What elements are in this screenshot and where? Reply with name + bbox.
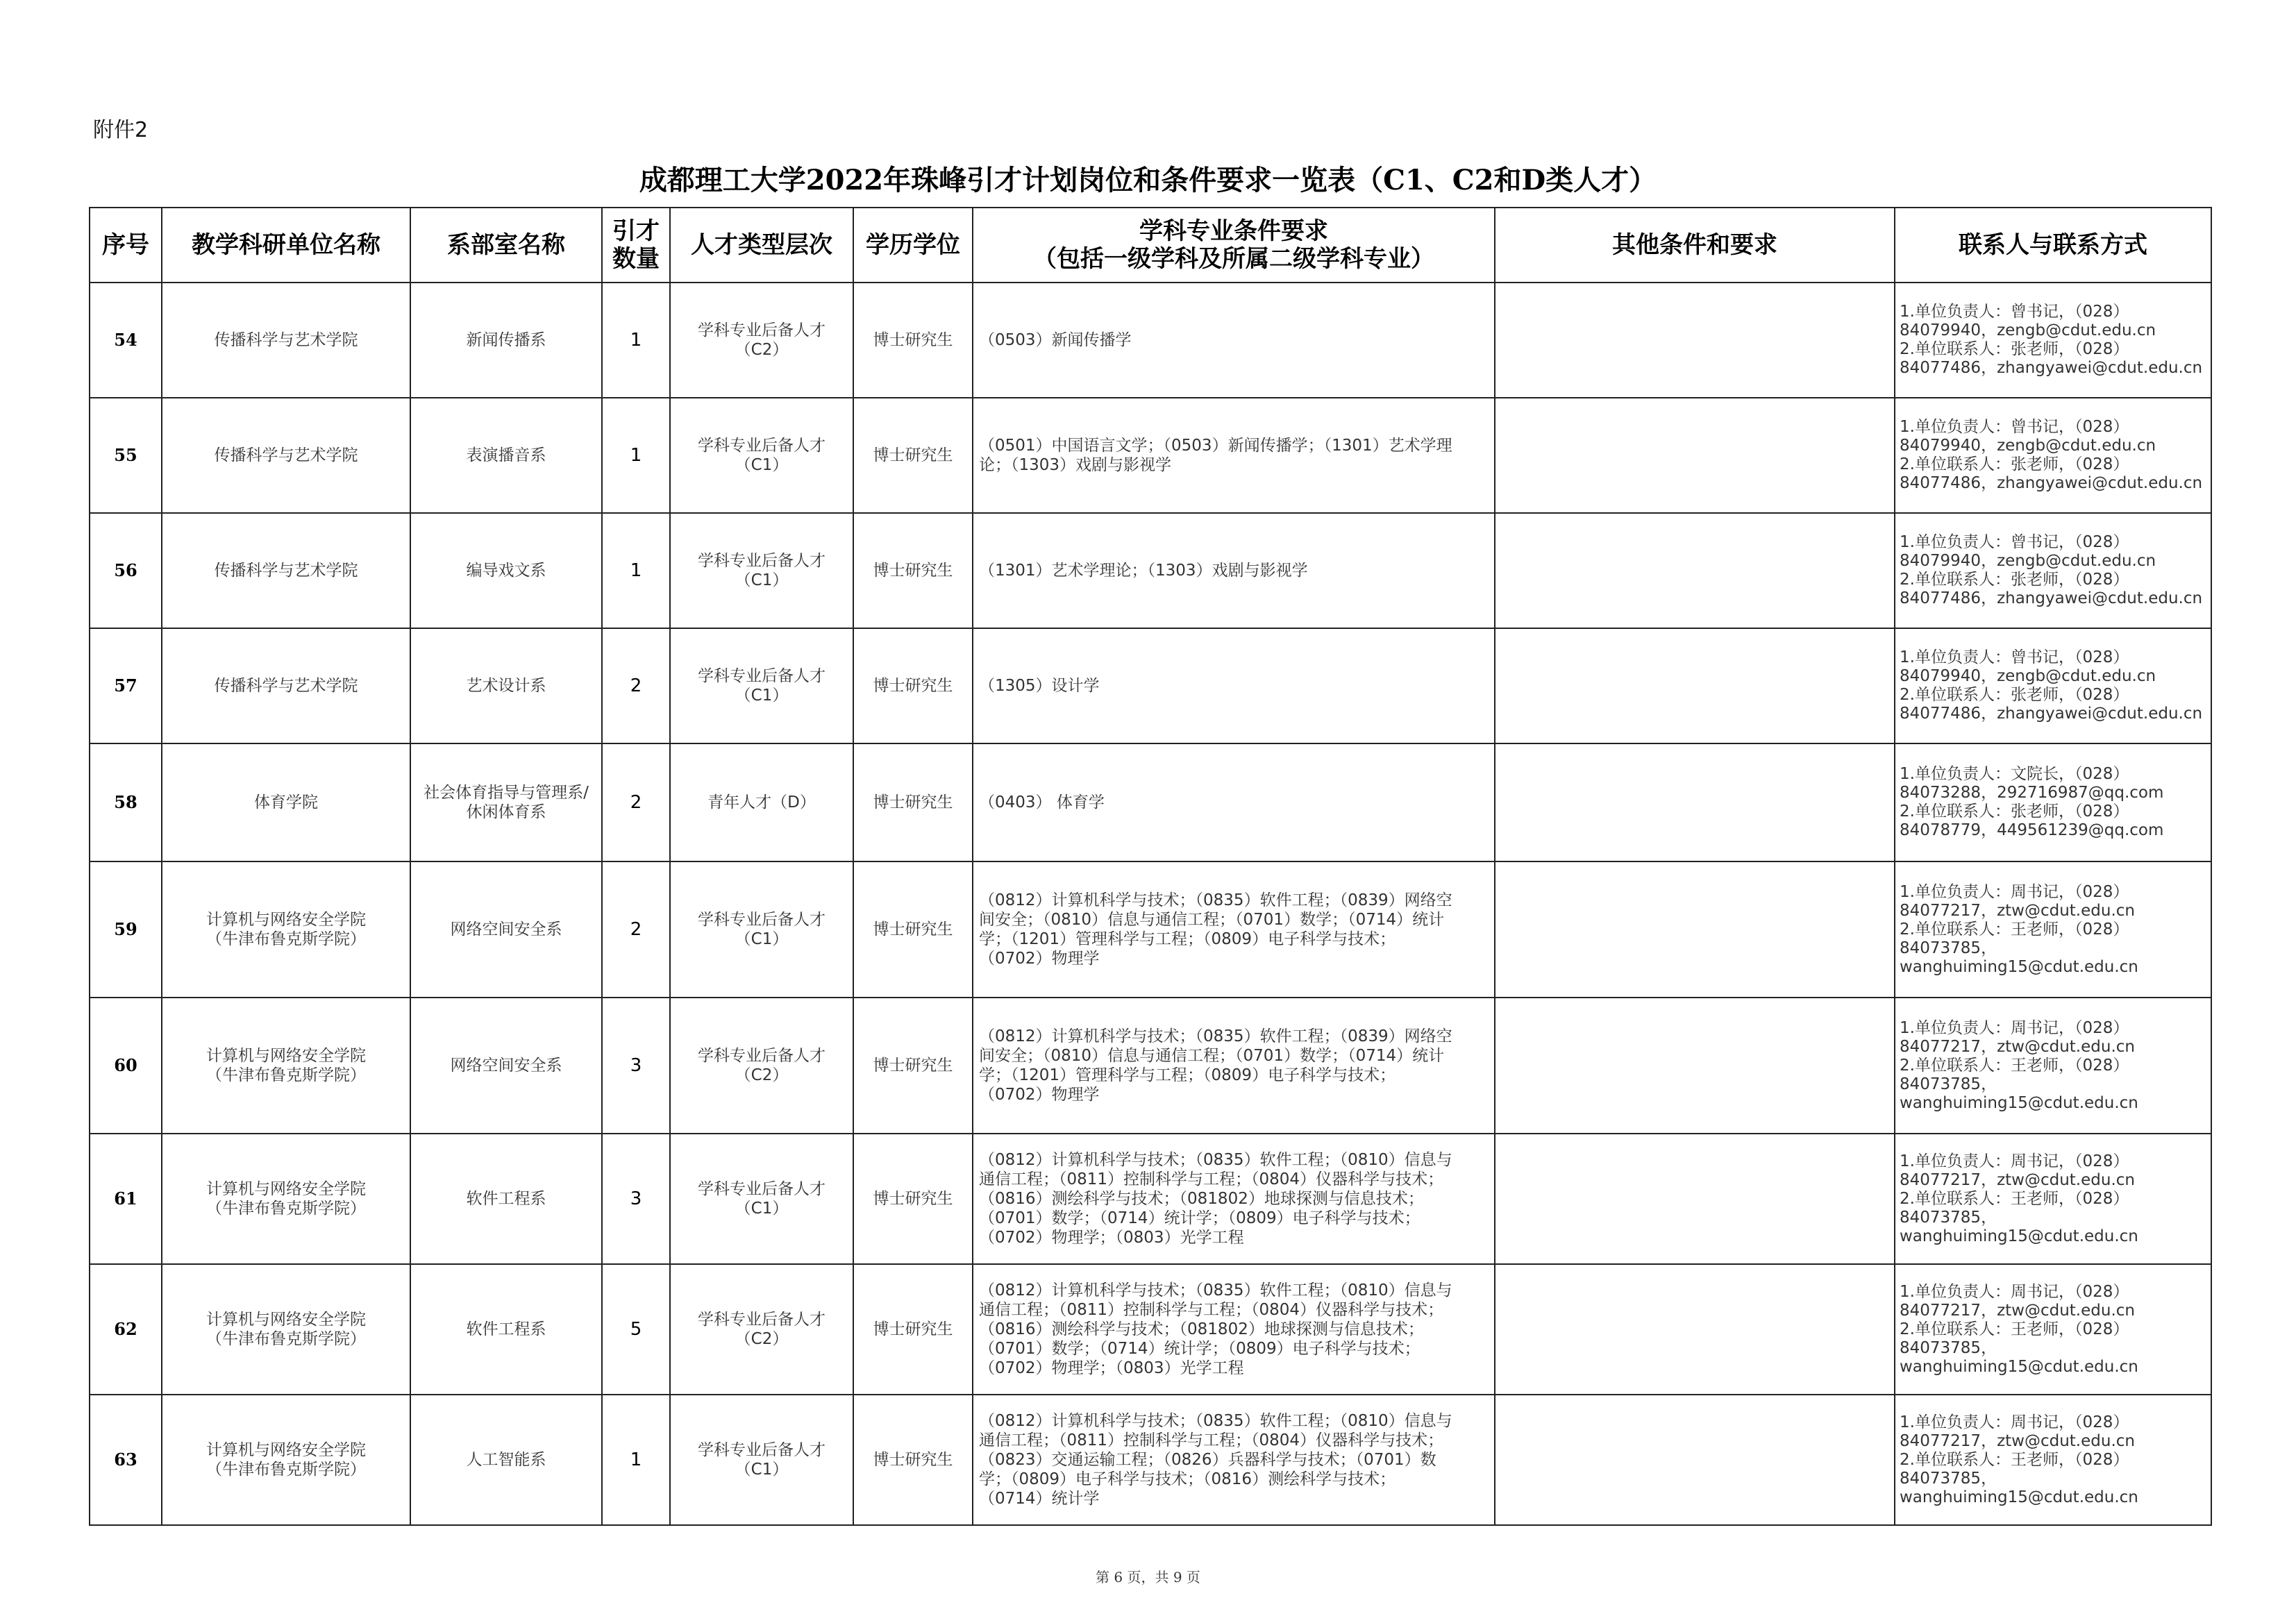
cell-unit xyxy=(162,283,410,398)
header-degree: 学历学位 xyxy=(853,208,973,283)
cell-contact-line: 84077217，ztw@cdut.edu.cn xyxy=(1900,1301,2135,1320)
cell-type-line: 学科专业后备人才 xyxy=(698,1311,826,1329)
cell-dept xyxy=(410,861,602,998)
cell-contact-line: 84079940，zengb@cdut.edu.cn xyxy=(1900,437,2156,455)
cell-degree: 博士研究生 xyxy=(853,1395,973,1525)
cell-contact-line: 2.单位联系人：张老师，（028） xyxy=(1900,340,2129,358)
cell-type-line: 学科专业后备人才 xyxy=(698,1441,826,1459)
cell-seq: 54 xyxy=(90,283,162,398)
cell-dept-line: 休闲体育系 xyxy=(466,803,546,821)
cell-major-line: （0702）物理学；（0803）光学工程 xyxy=(979,1229,1244,1247)
cell-major xyxy=(973,743,1495,861)
cell-count: 1 xyxy=(602,1395,670,1525)
table-row xyxy=(90,998,2211,1134)
cell-major-line: 论；（1303）戏剧与影视学 xyxy=(979,456,1172,474)
table-row xyxy=(90,1264,2211,1395)
attachment-label: 附件2 xyxy=(93,118,149,142)
cell-dept xyxy=(410,283,602,398)
cell-type xyxy=(670,1395,853,1525)
cell-dept xyxy=(410,628,602,743)
cell-other xyxy=(1495,1134,1895,1264)
cell-seq: 55 xyxy=(90,398,162,513)
page-title: 成都理工大学2022年珠峰引才计划岗位和条件要求一览表（C1、C2和D类人才） xyxy=(639,164,1657,196)
cell-type xyxy=(670,1134,853,1264)
table-row xyxy=(90,861,2211,998)
header-major xyxy=(973,208,1495,283)
cell-type-line: （C2） xyxy=(735,1066,789,1084)
cell-unit-line: 计算机与网络安全学院 xyxy=(206,1180,366,1198)
positions-table xyxy=(89,207,2212,1526)
cell-contact-line: 2.单位联系人：王老师，（028） xyxy=(1900,920,2129,939)
cell-contact xyxy=(1895,1134,2211,1264)
cell-type-line: 学科专业后备人才 xyxy=(698,1047,826,1065)
cell-contact-line: 84078779，449561239@qq.com xyxy=(1900,821,2164,839)
cell-contact-line: 1.单位负责人：周书记，（028） xyxy=(1900,882,2129,901)
cell-major-line: （0816）测绘科学与技术；（081802）地球探测与信息技术； xyxy=(979,1320,1424,1338)
cell-type-line: 青年人才（D） xyxy=(707,793,816,812)
cell-contact xyxy=(1895,998,2211,1134)
cell-major xyxy=(973,1395,1495,1525)
cell-type-line: 学科专业后备人才 xyxy=(698,1180,826,1198)
cell-other xyxy=(1495,283,1895,398)
cell-dept-line: 人工智能系 xyxy=(466,1451,546,1469)
cell-type-line: 学科专业后备人才 xyxy=(698,667,826,685)
cell-count: 1 xyxy=(602,513,670,628)
cell-contact-line: 2.单位联系人：张老师，（028） xyxy=(1900,571,2129,589)
cell-major xyxy=(973,513,1495,628)
header-major-line2: （包括一级学科及所属二级学科专业） xyxy=(1033,245,1434,273)
cell-type-line: （C1） xyxy=(735,1461,789,1479)
header-contact: 联系人与联系方式 xyxy=(1895,208,2211,283)
cell-type xyxy=(670,861,853,998)
cell-contact-line: 84079940，zengb@cdut.edu.cn xyxy=(1900,321,2156,339)
cell-contact-line: 2.单位联系人：王老师，（028） xyxy=(1900,1189,2129,1208)
cell-other xyxy=(1495,998,1895,1134)
cell-dept xyxy=(410,1134,602,1264)
cell-contact-line: 1.单位负责人：周书记，（028） xyxy=(1900,1018,2129,1037)
cell-contact-line: 84073785，wanghuiming15@cdut.edu.cn xyxy=(1900,939,2138,976)
table-row xyxy=(90,283,2211,398)
cell-major-line: 间安全；（0810）信息与通信工程；（0701）数学；（0714）统计 xyxy=(979,1047,1445,1065)
header-unit: 教学科研单位名称 xyxy=(162,208,410,283)
cell-contact-line: 84079940，zengb@cdut.edu.cn xyxy=(1900,552,2156,570)
cell-dept-line: 艺术设计系 xyxy=(466,677,546,695)
cell-unit xyxy=(162,861,410,998)
cell-contact-line: 84077486，zhangyawei@cdut.edu.cn xyxy=(1900,474,2203,492)
cell-major-line: （0702）物理学 xyxy=(979,950,1100,968)
cell-dept xyxy=(410,513,602,628)
cell-major-line: （0812）计算机科学与技术；（0835）软件工程；（0810）信息与 xyxy=(979,1412,1452,1430)
cell-degree: 博士研究生 xyxy=(853,743,973,861)
cell-contact-line: 84073288，292716987@qq.com xyxy=(1900,784,2164,802)
cell-seq: 59 xyxy=(90,861,162,998)
cell-dept xyxy=(410,1395,602,1525)
cell-degree: 博士研究生 xyxy=(853,398,973,513)
cell-unit-line: 传播科学与艺术学院 xyxy=(214,562,358,580)
cell-unit xyxy=(162,513,410,628)
cell-unit-line: （牛津布鲁克斯学院） xyxy=(206,1330,366,1348)
cell-degree: 博士研究生 xyxy=(853,513,973,628)
cell-unit xyxy=(162,998,410,1134)
cell-unit-line: 计算机与网络安全学院 xyxy=(206,911,366,929)
cell-contact-line: 1.单位负责人：曾书记，（028） xyxy=(1900,648,2129,666)
cell-other xyxy=(1495,743,1895,861)
cell-contact xyxy=(1895,283,2211,398)
header-row xyxy=(90,208,2211,283)
cell-major-line: （0701）数学；（0714）统计学；（0809）电子科学与技术； xyxy=(979,1209,1421,1227)
cell-contact xyxy=(1895,513,2211,628)
cell-contact-line: 1.单位负责人：曾书记，（028） xyxy=(1900,303,2129,321)
cell-contact-line: 84077486，zhangyawei@cdut.edu.cn xyxy=(1900,589,2203,607)
cell-contact-line: 84077486，zhangyawei@cdut.edu.cn xyxy=(1900,359,2203,377)
cell-dept-line: 网络空间安全系 xyxy=(450,920,562,939)
cell-seq: 61 xyxy=(90,1134,162,1264)
cell-type xyxy=(670,1264,853,1395)
cell-contact-line: 84077217，ztw@cdut.edu.cn xyxy=(1900,1431,2135,1450)
cell-major-line: （0702）物理学 xyxy=(979,1086,1100,1104)
header-count-line1: 引才 xyxy=(612,217,660,245)
cell-dept xyxy=(410,743,602,861)
cell-type-line: 学科专业后备人才 xyxy=(698,321,826,339)
cell-unit-line: 计算机与网络安全学院 xyxy=(206,1311,366,1329)
cell-degree: 博士研究生 xyxy=(853,998,973,1134)
table-row xyxy=(90,513,2211,628)
cell-dept-line: 新闻传播系 xyxy=(466,331,546,349)
cell-other xyxy=(1495,1264,1895,1395)
cell-contact-line: 2.单位联系人：张老师，（028） xyxy=(1900,455,2129,473)
cell-contact xyxy=(1895,1264,2211,1395)
cell-count: 3 xyxy=(602,1134,670,1264)
cell-major-line: （0702）物理学；（0803）光学工程 xyxy=(979,1359,1244,1377)
cell-dept-line: 编导戏文系 xyxy=(466,562,546,580)
cell-contact-line: 84073785，wanghuiming15@cdut.edu.cn xyxy=(1900,1469,2138,1506)
cell-degree: 博士研究生 xyxy=(853,628,973,743)
header-other: 其他条件和要求 xyxy=(1495,208,1895,283)
cell-major-line: （0812）计算机科学与技术；（0835）软件工程；（0839）网络空 xyxy=(979,1027,1452,1045)
cell-contact-line: 2.单位联系人：张老师，（028） xyxy=(1900,686,2129,704)
cell-contact-line: 84077217，ztw@cdut.edu.cn xyxy=(1900,901,2135,920)
cell-major xyxy=(973,1264,1495,1395)
cell-contact-line: 84077217，ztw@cdut.edu.cn xyxy=(1900,1037,2135,1056)
cell-unit-line: （牛津布鲁克斯学院） xyxy=(206,1200,366,1218)
cell-type-line: （C2） xyxy=(735,1330,789,1348)
cell-type xyxy=(670,283,853,398)
header-count-line2: 数量 xyxy=(612,245,660,273)
cell-contact xyxy=(1895,861,2211,998)
cell-unit xyxy=(162,1395,410,1525)
cell-type xyxy=(670,513,853,628)
cell-contact-line: 2.单位联系人：张老师，（028） xyxy=(1900,802,2129,821)
header-seq: 序号 xyxy=(90,208,162,283)
cell-major xyxy=(973,861,1495,998)
cell-dept xyxy=(410,998,602,1134)
cell-major-line: （0503）新闻传播学 xyxy=(979,331,1132,349)
cell-dept-line: 软件工程系 xyxy=(466,1190,546,1208)
cell-count: 1 xyxy=(602,283,670,398)
cell-unit-line: 传播科学与艺术学院 xyxy=(214,331,358,349)
cell-contact-line: 1.单位负责人：文院长，（028） xyxy=(1900,765,2129,783)
cell-major-line: （0501）中国语言文学；（0503）新闻传播学；（1301）艺术学理 xyxy=(979,437,1452,455)
table-row xyxy=(90,743,2211,861)
cell-major-line: （1305）设计学 xyxy=(979,677,1100,695)
cell-seq: 56 xyxy=(90,513,162,628)
cell-dept-line: 表演播音系 xyxy=(466,446,546,464)
cell-major xyxy=(973,398,1495,513)
cell-count: 1 xyxy=(602,398,670,513)
cell-major-line: （1301）艺术学理论；（1303）戏剧与影视学 xyxy=(979,562,1308,580)
cell-major-line: （0714）统计学 xyxy=(979,1490,1100,1508)
cell-count: 5 xyxy=(602,1264,670,1395)
header-type: 人才类型层次 xyxy=(670,208,853,283)
table-row xyxy=(90,1395,2211,1525)
cell-count: 2 xyxy=(602,628,670,743)
header-count xyxy=(602,208,670,283)
cell-major xyxy=(973,998,1495,1134)
cell-type-line: 学科专业后备人才 xyxy=(698,552,826,570)
cell-unit-line: （牛津布鲁克斯学院） xyxy=(206,1066,366,1084)
cell-type-line: （C1） xyxy=(735,456,789,474)
cell-dept xyxy=(410,398,602,513)
cell-unit-line: 计算机与网络安全学院 xyxy=(206,1047,366,1065)
cell-type-line: （C1） xyxy=(735,687,789,705)
cell-type-line: （C1） xyxy=(735,571,789,589)
cell-seq: 63 xyxy=(90,1395,162,1525)
cell-major-line: （0823）交通运输工程；（0826）兵器科学与技术；（0701）数 xyxy=(979,1451,1436,1469)
cell-major-line: （0403） 体育学 xyxy=(979,793,1105,812)
cell-seq: 62 xyxy=(90,1264,162,1395)
cell-unit-line: （牛津布鲁克斯学院） xyxy=(206,1461,366,1479)
cell-unit-line: 体育学院 xyxy=(254,793,318,812)
cell-count: 2 xyxy=(602,743,670,861)
cell-unit-line: （牛津布鲁克斯学院） xyxy=(206,930,366,948)
cell-type xyxy=(670,998,853,1134)
cell-seq: 60 xyxy=(90,998,162,1134)
cell-contact-line: 1.单位负责人：周书记，（028） xyxy=(1900,1282,2129,1301)
cell-major-line: 通信工程；（0811）控制科学与工程；（0804）仪器科学与技术； xyxy=(979,1301,1444,1319)
cell-type xyxy=(670,628,853,743)
cell-unit xyxy=(162,1134,410,1264)
cell-other xyxy=(1495,628,1895,743)
page-footer: 第 6 页，共 9 页 xyxy=(1096,1569,1200,1586)
cell-major-line: 学；（1201）管理科学与工程；（0809）电子科学与技术； xyxy=(979,930,1396,948)
cell-contact xyxy=(1895,1395,2211,1525)
cell-major xyxy=(973,628,1495,743)
cell-major-line: （0812）计算机科学与技术；（0835）软件工程；（0839）网络空 xyxy=(979,891,1452,909)
cell-dept xyxy=(410,1264,602,1395)
cell-contact-line: 1.单位负责人：周书记，（028） xyxy=(1900,1152,2129,1170)
cell-contact-line: 2.单位联系人：王老师，（028） xyxy=(1900,1450,2129,1469)
cell-type-line: （C2） xyxy=(735,341,789,359)
cell-type xyxy=(670,398,853,513)
cell-contact-line: 2.单位联系人：王老师，（028） xyxy=(1900,1320,2129,1338)
cell-other xyxy=(1495,513,1895,628)
table-row xyxy=(90,1134,2211,1264)
cell-contact-line: 84073785，wanghuiming15@cdut.edu.cn xyxy=(1900,1338,2138,1376)
cell-major xyxy=(973,283,1495,398)
cell-major-line: 学；（1201）管理科学与工程；（0809）电子科学与技术； xyxy=(979,1066,1396,1084)
cell-contact xyxy=(1895,628,2211,743)
cell-major-line: 学；（0809）电子科学与技术；（0816）测绘科学与技术； xyxy=(979,1470,1396,1488)
cell-dept-line: 软件工程系 xyxy=(466,1320,546,1338)
cell-other xyxy=(1495,1395,1895,1525)
cell-contact-line: 84073785，wanghuiming15@cdut.edu.cn xyxy=(1900,1208,2138,1245)
table-row xyxy=(90,628,2211,743)
cell-major-line: 间安全；（0810）信息与通信工程；（0701）数学；（0714）统计 xyxy=(979,911,1445,929)
cell-unit xyxy=(162,1264,410,1395)
cell-seq: 58 xyxy=(90,743,162,861)
cell-contact-line: 84077486，zhangyawei@cdut.edu.cn xyxy=(1900,705,2203,723)
cell-contact-line: 1.单位负责人：曾书记，（028） xyxy=(1900,418,2129,436)
cell-contact-line: 2.单位联系人：王老师，（028） xyxy=(1900,1056,2129,1075)
cell-major-line: （0816）测绘科学与技术；（081802）地球探测与信息技术； xyxy=(979,1190,1424,1208)
cell-unit xyxy=(162,398,410,513)
cell-contact xyxy=(1895,743,2211,861)
cell-contact xyxy=(1895,398,2211,513)
cell-degree: 博士研究生 xyxy=(853,1264,973,1395)
cell-major-line: 通信工程；（0811）控制科学与工程；（0804）仪器科学与技术； xyxy=(979,1170,1444,1188)
cell-degree: 博士研究生 xyxy=(853,861,973,998)
cell-dept-line: 网络空间安全系 xyxy=(450,1057,562,1075)
cell-contact-line: 84073785，wanghuiming15@cdut.edu.cn xyxy=(1900,1075,2138,1112)
cell-type-line: （C1） xyxy=(735,930,789,948)
cell-seq: 57 xyxy=(90,628,162,743)
cell-major-line: （0812）计算机科学与技术；（0835）软件工程；（0810）信息与 xyxy=(979,1151,1452,1169)
header-major-line1: 学科专业条件要求 xyxy=(1139,217,1328,245)
cell-count: 2 xyxy=(602,861,670,998)
cell-type xyxy=(670,743,853,861)
cell-type-line: 学科专业后备人才 xyxy=(698,911,826,929)
cell-major-line: 通信工程；（0811）控制科学与工程；（0804）仪器科学与技术； xyxy=(979,1431,1444,1449)
table-row xyxy=(90,398,2211,513)
cell-unit xyxy=(162,628,410,743)
cell-unit-line: 计算机与网络安全学院 xyxy=(206,1441,366,1459)
cell-major-line: （0701）数学；（0714）统计学；（0809）电子科学与技术； xyxy=(979,1340,1421,1358)
cell-type-line: （C1） xyxy=(735,1200,789,1218)
cell-type-line: 学科专业后备人才 xyxy=(698,437,826,455)
cell-contact-line: 1.单位负责人：曾书记，（028） xyxy=(1900,533,2129,551)
cell-contact-line: 84079940，zengb@cdut.edu.cn xyxy=(1900,667,2156,685)
cell-contact-line: 1.单位负责人：周书记，（028） xyxy=(1900,1413,2129,1431)
cell-unit xyxy=(162,743,410,861)
cell-major xyxy=(973,1134,1495,1264)
cell-unit-line: 传播科学与艺术学院 xyxy=(214,677,358,695)
cell-other xyxy=(1495,861,1895,998)
table-body xyxy=(90,283,2211,1525)
cell-other xyxy=(1495,398,1895,513)
cell-degree: 博士研究生 xyxy=(853,1134,973,1264)
header-dept: 系部室名称 xyxy=(410,208,602,283)
cell-dept-line: 社会体育指导与管理系/ xyxy=(424,784,589,802)
cell-count: 3 xyxy=(602,998,670,1134)
cell-unit-line: 传播科学与艺术学院 xyxy=(214,446,358,464)
cell-contact-line: 84077217，ztw@cdut.edu.cn xyxy=(1900,1170,2135,1189)
cell-degree: 博士研究生 xyxy=(853,283,973,398)
cell-major-line: （0812）计算机科学与技术；（0835）软件工程；（0810）信息与 xyxy=(979,1281,1452,1300)
